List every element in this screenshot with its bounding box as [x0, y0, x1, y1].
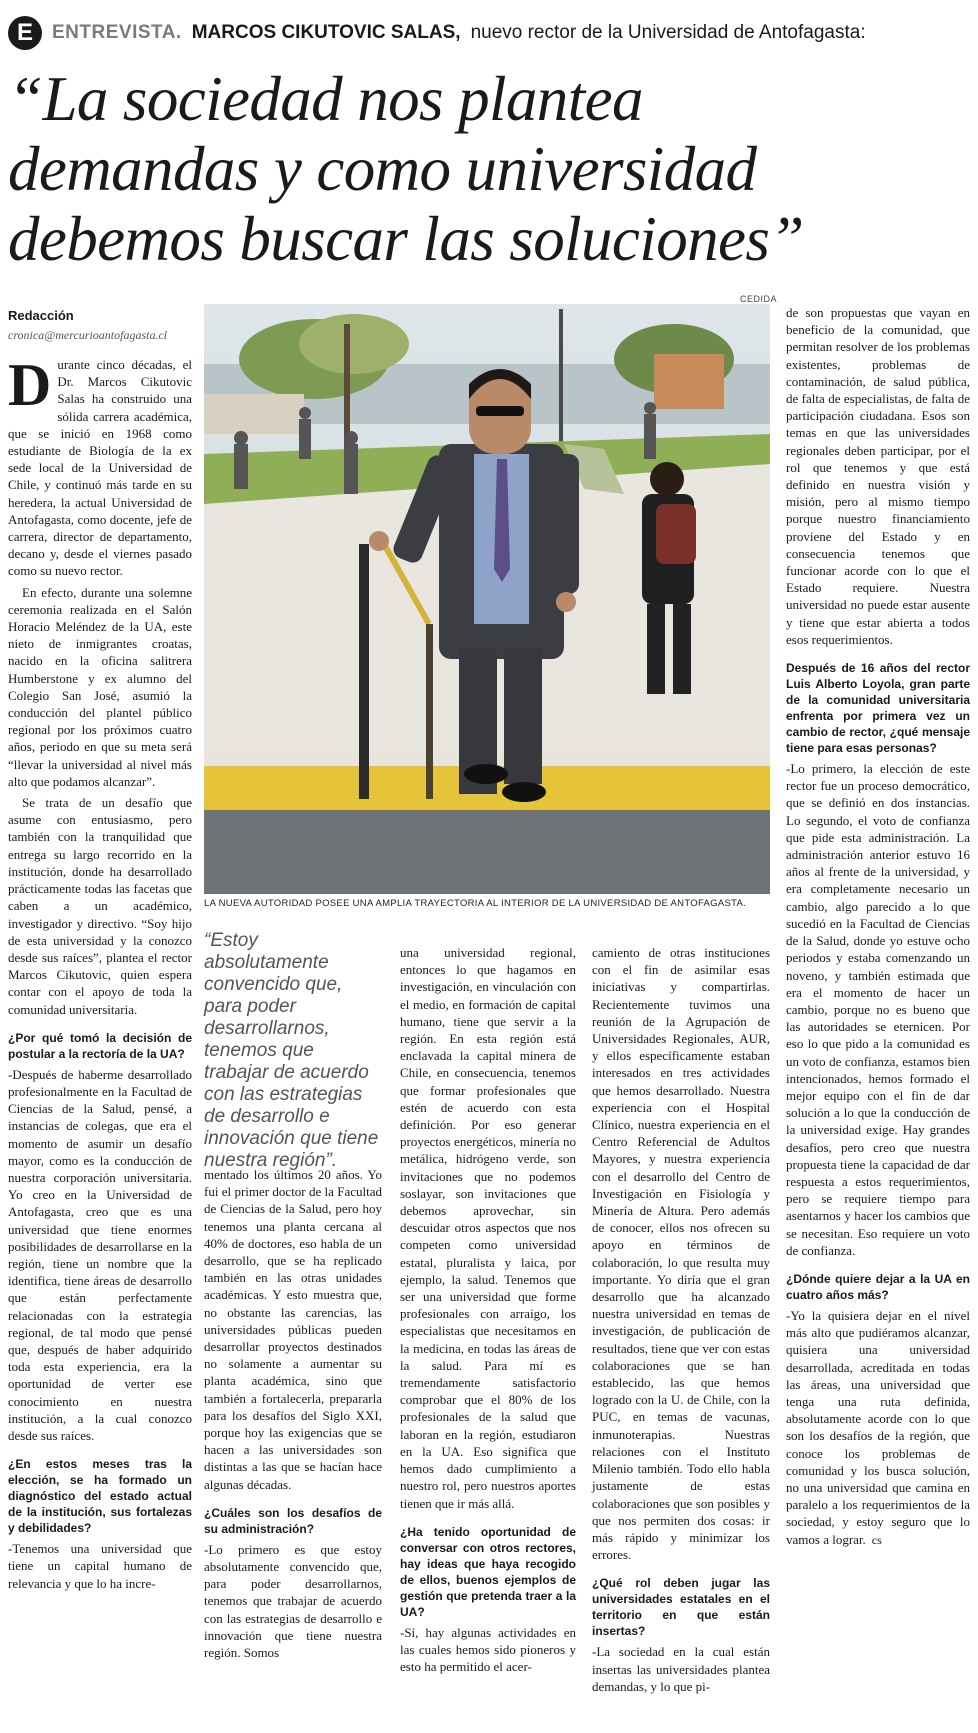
- paragraph: una universidad regional, entonces lo que hagamos en investigación, en vinculación con el medio, en formación de capital humano, tiene que servir a la región. En esta región está enclavada la capital minera de Chile, en consecuencia, tenemos que formar profesionales que estén de acuerdo con esta definición. Por eso generar proyectos energéticos, minería no metálica, hidrógeno verde, son invitaciones que no podemos soslayar, son invitaciones que debemos aprovechar, sin descuidar otros aspectos que nos competen como universidad estatal, pluralista y laica, por ejemplo, la salud. Tenemos que ser una universidad que forme profesionales con arraigo, los especialistas que necesitamos en la medicina, en todas las áreas de la salud. Para mí es tremendamente satisfactorio comprobar que el 80% de los profesionales de la salud que laboran en la región, estudiaron en la UA. Eso significa que hemos dado cumplimiento a nuestro rol, pero nuestros aportes tienen que ir más allá.: [400, 945, 576, 1511]
- lead-paragraph: Durante cinco décadas, el Dr. Marcos Cikutovic Salas ha construido una sólida carrera académica, que se inició en 1968 como estudiante de Biología de la ex sede local de la Universidad de Chile, y continuó más tarde en su heredera, la actual Universidad de Antofagasta, como docente, jefe de carrera, director de departamento, decano y, desde el viernes pasado como su nuevo rector.: [8, 352, 192, 579]
- section-label: ENTREVISTA.: [52, 22, 182, 43]
- paragraph: mentado los últimos 20 años. Yo fui el primer doctor de la Facultad de Ciencias de la Salud, pero hoy tenemos una planta cercana al 40% de doctores, eso habla de un desarrollo, que se ha replicado también en las otras unidades académicas. Y esto muestra que, no obstante las carencias, las universidades públicas pueden desarrollar proyectos destinados no solamente a aumentar su planta académica, sino que también a fortalecerla, prepararla para los desafíos del Siglo XXI, porque hoy las exigencias que se hacen a las universidades son distintas a las que se hacían hace algunas décadas.: [204, 1167, 382, 1492]
- column-4: [592, 944, 770, 1699]
- answer: -Después de haberme desarrollado profesionalmente en la Facultad de Ciencias de la Salud, pensé, a instancias de colegas, que era el momento de asumir un desafío mayor, como es la conducción de nuestra corporación universitaria. Yo creo en la Universidad de Antofagasta, creo que es una universidad que tiene enormes posibilidades de desarrollarse en la región, tiene un nombre que la identifica, tiene áreas de desarrollo que están perfectamente relacionadas con la estrategia regional, de tal modo que pensé que, después de haber adquirido toda esta experiencia, era la oportunidad de verter ese conocimiento en nuestra institución, a la cual conozco desde sus raíces.: [8, 1066, 192, 1443]
- answer: -Sí, hay algunas actividades en las cuales hemos sido pioneros y esto ha permitido el acer-: [400, 1624, 576, 1675]
- interviewee-name: MARCOS CIKUTOVIC SALAS,: [191, 22, 461, 43]
- column-3: [400, 944, 576, 1679]
- question: ¿En estos meses tras la elección, se ha formado un diagnóstico del estado actual de la institución, sus fortalezas y debilidades?: [8, 1457, 192, 1536]
- column-5: [786, 304, 970, 1553]
- headline-line: debemos buscar las soluciones”: [8, 204, 804, 274]
- section-badge: E: [8, 16, 42, 50]
- answer: -Lo primero es que estoy absolutamente convencido que, para poder desarrollarnos, tenemos que trabajar de acuerdo con las estrategias de desarrollo e innovación que tiene nuestra región. Somos: [204, 1541, 382, 1661]
- end-mark: cs: [871, 1532, 882, 1547]
- paragraph: En efecto, durante una solemne ceremonia realizada en el Salón Horacio Meléndez de la UA, este nieto de inmigrantes croatas, nacido en la oficina salitrera Humberstone y ex alumno del Colegio San José, asumió la conducción del plantel público regional por los próximos cuatro años, periodo en que su meta será “llevar la universidad al nivel más alto que podamos alcanzar”.: [8, 584, 192, 789]
- photo-credit: CEDIDA: [740, 294, 778, 304]
- answer: -Tenemos una universidad que tiene un capital humano de relevancia y que lo ha incre-: [8, 1541, 192, 1591]
- interviewee-description: nuevo rector de la Universidad de Antofagasta:: [470, 22, 866, 43]
- headline-line: “La sociedad nos plantea: [8, 64, 643, 134]
- byline-author: Redacción: [8, 308, 74, 323]
- question: ¿Qué rol deben jugar las universidades estatales en el territorio en que están insertas?: [592, 1576, 770, 1639]
- answer: -Yo la quisiera dejar en el nivel más alto que pudiéramos alcanzar, quisiera una universidad desarrollada, acreditada en todas las áreas, una universidad que tenga una ruta definida, absolutamente acorde con lo que son los desafíos de la región, que conoce los problemas de comunidad y los busca solución, no una universidad que camina en paralelo a los requerimientos de la sociedad, y estoy seguro que lo vamos a lograr. cs: [786, 1307, 970, 1549]
- paragraph: de son propuestas que vayan en beneficio de la comunidad, que permitan resolver de los problemas existentes, problemas de contaminación, de salud pública, de falta de especialistas, de falta de participación ciudadana. Esos son temas en que las universidades regionales deben participar, por el rol que tenemos y que está definido en nuestra visión y misión, pero al mismo tiempo porque nuestro financiamiento proviene del Estado y en consecuencia tenemos que funcionar acorde con lo que el Estado requiere. Nuestra universidad no puede estar ausente y tiene que estar abierta a todos esos requerimientos.: [786, 305, 970, 647]
- byline: [8, 308, 167, 343]
- article-kicker: [8, 16, 866, 50]
- paragraph: camiento de otras instituciones con el fin de asimilar esas iniciativas y compartirlas. Recientemente tuvimos una reunión de la Agrupación de Universidades Regionales, AUR, y ellos específicamente estaban interesados en tres actividades que hemos desarrollado. Nuestra experiencia con el Hospital Clínico, nuestra experiencia en el Centro Referencial de Adultos Mayores, y nuestra experiencia con el desarrollo del Centro de Investigación en Fisiología y Minería de Altura. Pero además de conocer, ellos nos ofrecen su apoyo en términos de colaboración, lo que resulta muy importante. Yo diría que el gran desarrollo que ha alcanzado nuestra universidad en temas de investigación, de publicación de resultados, tiene que ver con estas colaboraciones que se han establecido, las que hemos logrado con la U. de Chile, con la PUC, en temas de vacunas, inmunoterapias. Nuestras relaciones con el Instituto Milenio también. Todo ello habla justamente de estas colaboraciones que son posibles y que nos permiten dos cosas: ir más rápido y minimizar los errores.: [592, 945, 770, 1563]
- column-2: [204, 1166, 382, 1665]
- question: ¿Ha tenido oportunidad de conversar con otros rectores, hay ideas que haya recogido de ellos, buenos ejemplos de gestión que pretenda traer a la UA?: [400, 1524, 576, 1619]
- question: ¿Por qué tomó la decisión de postular a la rectoría de la UA?: [8, 1030, 192, 1061]
- answer: -Lo primero, la elección de este rector fue un proceso democrático, que se definió en dos instancias. Lo segundo, el voto de confianza que pide esta administración. La administración anterior estuvo 16 años al frente de la universidad, y era completamente necesario un cambio, algo parecido a lo que sucedió en la Facultad de Ciencias de la Salud, donde yo estuve ocho periodos y estaba comenzando un noveno, y también estimada que era el momento de hacer un cambio, porque no es bueno que las autoridades se eternicen. Por eso lo que pido a la comunidad es un voto de confianza, estamos bien intencionados, hemos formado el mejor equipo con el fin de dar solución a lo que la conducción de la universidad exige. Hay grandes desafíos, pero creo que nuestra propuesta tiene la capacidad de dar respuesta a estos requerimientos, pero se requiere tiempo para asentarnos y hacer los cambios que se necesitan. Eso requiere un voto de confianza.: [786, 761, 970, 1258]
- drop-cap: D: [8, 352, 52, 418]
- byline-email[interactable]: cronica@mercurioantofagasta.cl: [8, 328, 168, 342]
- column-1: [8, 352, 192, 1596]
- photo-illustration: [204, 304, 770, 894]
- question: ¿Cuáles son los desafíos de su administración?: [204, 1505, 382, 1536]
- photo-caption: LA NUEVA AUTORIDAD POSEE UNA AMPLIA TRAYECTORIA AL INTERIOR DE LA UNIVERSIDAD DE ANTOFAGASTA.: [204, 898, 747, 909]
- question: ¿Dónde quiere dejar a la UA en cuatro años más?: [786, 1271, 970, 1302]
- rector-photo: [204, 304, 770, 894]
- paragraph: Se trata de un desafío que asume con entusiasmo, pero también con la tranquilidad que entrega su largo recorrido en la institución, donde ha desarrollado prácticamente todas las facetas que caben a un académico, investigador y directivo. “Soy hijo de esta universidad y la conozco desde sus raíces”, plantea el rector Marcos Cikutovic, quien espera contar con el apoyo de toda la comunidad universitaria.: [8, 795, 192, 1017]
- answer: -La sociedad en la cual están insertas las universidades plantea demandas, y lo que pi-: [592, 1644, 770, 1694]
- headline: [8, 64, 968, 274]
- question: Después de 16 años del rector Luis Alberto Loyola, gran parte de la comunidad universitaria enfrenta por primera vez un cambio de rector, ¿qué mensaje tiene para esas personas?: [786, 661, 970, 756]
- pull-quote: “Estoy absolutamente convencido que, para poder desarrollarnos, tenemos que trabajar de acuerdo con las estrategias de desarrollo e innovación que tiene nuestra región”.: [204, 930, 379, 1171]
- headline-line: demandas y como universidad: [8, 134, 757, 204]
